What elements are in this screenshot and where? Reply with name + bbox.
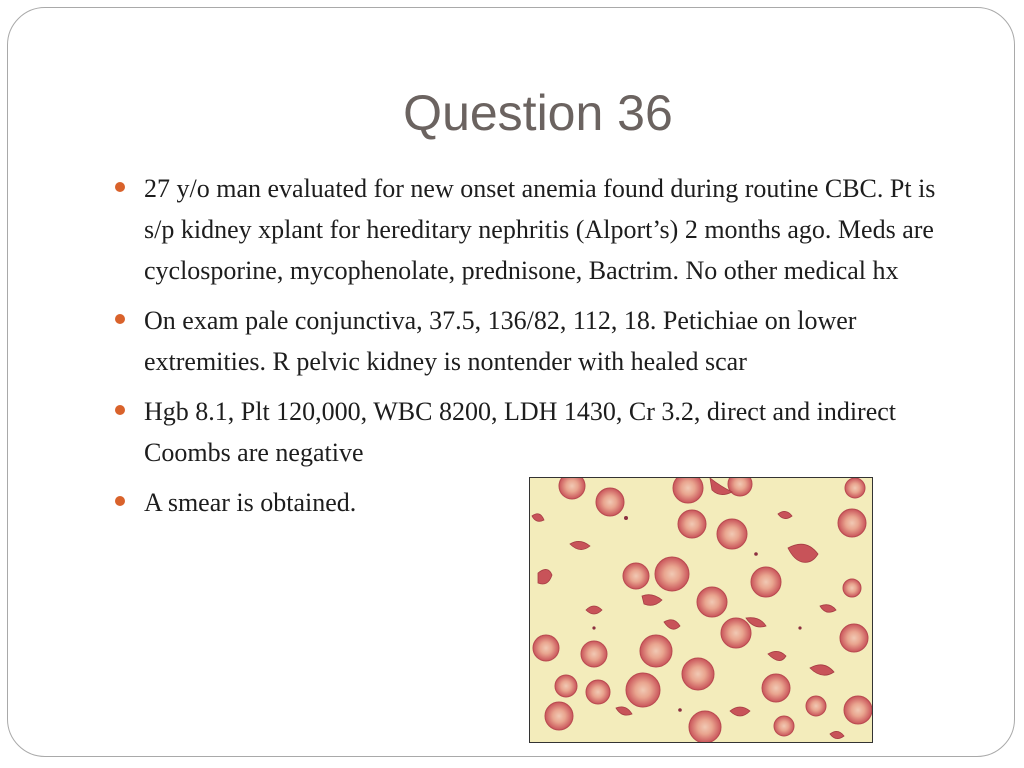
bullet-marker-icon xyxy=(115,314,125,324)
bullet-text: 27 y/o man evaluated for new onset anemia found during routine CBC. Pt is s/p kidney xplant for hereditary nephritis (Alport’s) 2 months ago. Meds are cyclosporine, mycophenolate, prednisone, Bactrim. No other medical hx xyxy=(144,174,936,285)
bullet-item xyxy=(108,168,958,291)
bullet-text: A smear is obtained. xyxy=(144,488,357,517)
bullet-text: Hgb 8.1, Plt 120,000, WBC 8200, LDH 1430, Cr 3.2, direct and indirect Coombs are negative xyxy=(144,397,897,467)
bullet-item xyxy=(108,300,958,382)
bullet-marker-icon xyxy=(115,182,125,192)
bullet-marker-icon xyxy=(115,496,125,506)
slide-title: Question 36 xyxy=(403,85,673,141)
bullet-text: On exam pale conjunctiva, 37.5, 136/82, 112, 18. Petichiae on lower extremities. R pelvic kidney is nontender with healed scar xyxy=(144,306,857,376)
bullet-marker-icon xyxy=(115,405,125,415)
blood-smear-image xyxy=(529,477,873,743)
bullet-item xyxy=(108,391,958,473)
blood-smear-illustration xyxy=(530,478,872,742)
